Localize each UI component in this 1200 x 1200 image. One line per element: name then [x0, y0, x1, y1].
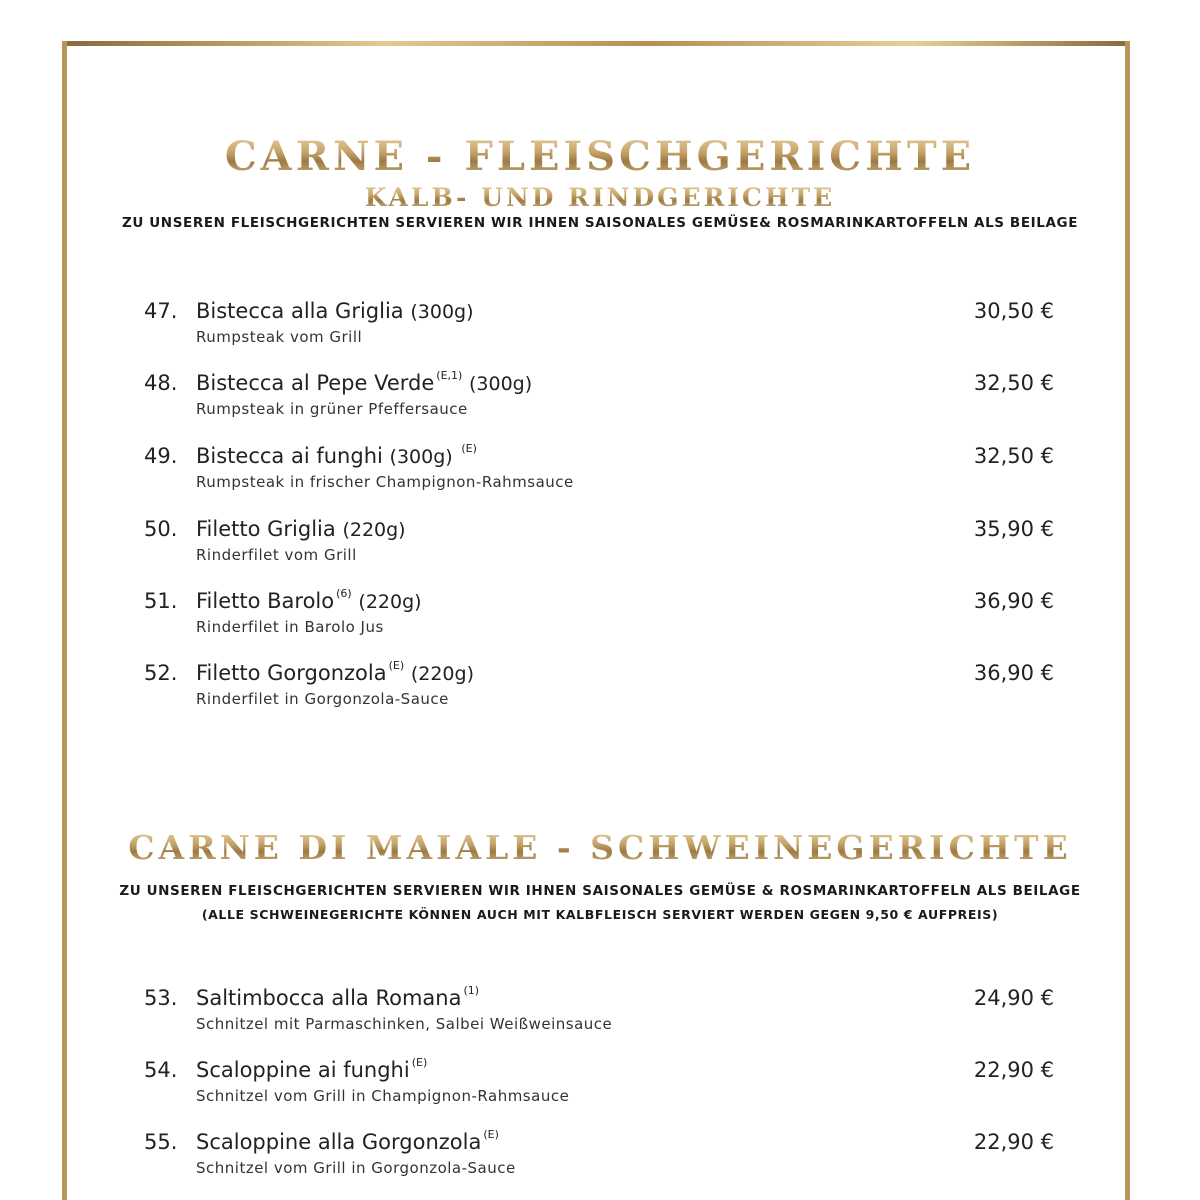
veal-upgrade-note: (ALLE SCHWEINEGERICHTE KÖNNEN AUCH MIT KALBFLEISCH SERVIERT WERDEN GEGEN 9,50 € AUFPREIS): [201, 907, 999, 922]
item-name: Saltimbocca alla Romana: [196, 986, 462, 1010]
item-name-line: [196, 986, 479, 1010]
item-description: Rumpsteak vom Grill: [196, 328, 363, 346]
menu-item: [144, 444, 1054, 494]
item-name-line: [196, 1130, 499, 1154]
item-price: 24,90 €: [973, 986, 1054, 1010]
item-price: 36,90 €: [973, 661, 1054, 685]
item-description: Rumpsteak in grüner Pfeffersauce: [196, 400, 468, 418]
item-description: Rinderfilet in Gorgonzola-Sauce: [196, 690, 449, 708]
item-name: Filetto Gorgonzola: [196, 661, 387, 685]
menu-item: [144, 371, 1054, 421]
item-name-line: [196, 661, 474, 685]
item-number: 55.: [144, 1130, 178, 1154]
item-weight: (300g): [469, 373, 533, 395]
menu-item: [144, 986, 1054, 1036]
item-weight: (300g): [389, 446, 453, 468]
allergen-code: (E): [411, 1056, 428, 1069]
item-number: 50.: [144, 517, 178, 541]
item-number: 52.: [144, 661, 178, 685]
item-price: 30,50 €: [973, 299, 1054, 323]
item-number: 48.: [144, 371, 178, 395]
item-price: 35,90 €: [973, 517, 1054, 541]
item-price: 22,90 €: [973, 1058, 1054, 1082]
item-description: Rumpsteak in frischer Champignon-Rahmsauce: [196, 473, 574, 491]
item-number: 49.: [144, 444, 178, 468]
side-dish-note-pork: ZU UNSEREN FLEISCHGERICHTEN SERVIEREN WIR IHNEN SAISONALES GEMÜSE & ROSMARINKARTOFFELN ALS BEILAGE: [119, 883, 1081, 899]
item-name-line: [196, 444, 477, 468]
allergen-code: (E): [388, 659, 405, 672]
item-name-line: [196, 299, 474, 323]
allergen-code: (6): [336, 587, 352, 600]
menu-item: [144, 1130, 1054, 1180]
item-name-line: [196, 371, 532, 395]
menu-item: [144, 1058, 1054, 1108]
item-price: 32,50 €: [973, 371, 1054, 395]
allergen-code: (1): [463, 984, 480, 997]
item-weight: (220g): [342, 519, 406, 541]
item-number: 47.: [144, 299, 178, 323]
menu-item: [144, 589, 1054, 639]
item-description: Schnitzel vom Grill in Gorgonzola-Sauce: [196, 1159, 516, 1177]
item-description: Schnitzel vom Grill in Champignon-Rahmsauce: [196, 1087, 570, 1105]
item-description: Rinderfilet vom Grill: [196, 546, 357, 564]
menu-item: [144, 661, 1054, 711]
item-name: Bistecca al Pepe Verde: [196, 371, 435, 395]
item-weight: (300g): [410, 301, 474, 323]
allergen-code: (E): [483, 1128, 499, 1141]
menu-item: [144, 517, 1054, 567]
item-number: 54.: [144, 1058, 178, 1082]
item-weight: (220g): [358, 591, 422, 613]
item-number: 53.: [144, 986, 178, 1010]
item-name-line: [196, 589, 422, 613]
item-price: 22,90 €: [973, 1130, 1054, 1154]
item-price: 36,90 €: [973, 589, 1054, 613]
section-subtitle-beef: KALB- UND RINDGERICHTE: [0, 183, 1200, 212]
item-weight: (220g): [410, 663, 474, 685]
item-description: Schnitzel mit Parmaschinken, Salbei Weißweinsauce: [196, 1015, 613, 1033]
item-name: Scaloppine ai funghi: [196, 1058, 410, 1082]
section-title-beef: CARNE - FLEISCHGERICHTE: [0, 133, 1200, 180]
item-name: Scaloppine alla Gorgonzola: [196, 1130, 482, 1154]
section-title-pork: CARNE DI MAIALE - SCHWEINEGERICHTE: [0, 828, 1200, 867]
item-name-line: [196, 517, 406, 541]
item-name-line: [196, 1058, 427, 1082]
item-number: 51.: [144, 589, 178, 613]
item-description: Rinderfilet in Barolo Jus: [196, 618, 384, 636]
side-dish-note-beef: ZU UNSEREN FLEISCHGERICHTEN SERVIEREN WIR IHNEN SAISONALES GEMÜSE& ROSMARINKARTOFFELN ALS BEILAGE: [121, 215, 1079, 231]
item-name: Filetto Griglia: [196, 517, 336, 541]
allergen-code: (E): [461, 442, 477, 455]
menu-item: [144, 299, 1054, 349]
allergen-code: (E,1): [436, 369, 463, 382]
item-name: Filetto Barolo: [196, 589, 335, 613]
item-name: Bistecca ai funghi: [196, 444, 383, 468]
item-price: 32,50 €: [973, 444, 1054, 468]
item-name: Bistecca alla Griglia: [196, 299, 404, 323]
